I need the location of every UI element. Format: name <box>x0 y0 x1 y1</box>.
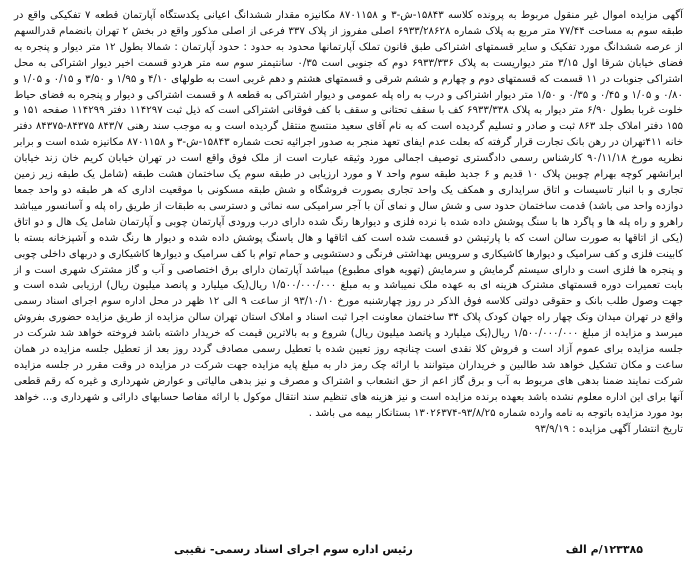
notice-reference-code: ۱۲۳۳۸۵/م الف <box>565 543 643 556</box>
notice-body: آگهی مزایده اموال غیر منقول مربوط به پرونده کلاسه ۱۵۸۴۳-ش-۳ و ۸۷۰۱۱۵۸ مکانیزه مقدار ششدانگ اعیانی یکدستگاه آپارتمان قطعه ۷ تفکیکی واقع در طبقه سوم به مساحت ۷۷/۴۴ متر مربع به پلاک شماره ۶۹۳۳/۲۸۶۲۸ اصلی مفروز از پلاک ۳۳۷ فرعی از اصلی مذکور واقع در بخش ۲ تهران بانضمام قدرالسهم از عرصه ششدانگ مورد تفکیک و سایر قسمتهای اشتراکی طبق قانون تملک آپارتمانها محدود به حدود : حدود آپارتمان : شمالا بطول ۱۲ متر دیوار و پنجره به فضای خیابان شرقا اول ۳/۱۵ متر دیواریست به پلاک ۶۹۳۳/۳۳۶ دوم که جنوبی است ۰/۳۵ سانتیمتر سوم سه متر هردو قسمت اخیر دیوار اشتراکی به محل اشتراکی جنوبات در ۱۱ قسمت که قسمتهای دوم و چهارم و ششم شرقی و قسمتهای هشتم و دهم غربی است به طولهای ۴/۱۰ و ۱/۹۵ و ۳/۵۰ و ۰/۱۵ و ۱/۰۵ و ۰/۸۰ و ۱/۰۵ و ۰/۴۵ و ۰/۳۵ و ۱/۵۰ متر دیوار اشتراکی و درب به راه پله عمومی و دیوار اشتراکی به قطعه ۸ و قسمت اشتراکی و دیوار و پنجره به فضای حیاط خلوت غربا بطول ۶/۹۰ متر دیوار به پلاک ۶۹۳۳/۳۳۸ کف با سقف تحتانی و سقف با کف فوقانی اشتراکی است که ذیل ثبت ۱۱۴۲۹۷ دفتر ۱۱۴۲۹۹ صفحه ۱۵۱ و ۱۵۵ دفتر املاک جلد ۸۶۳ ثبت و صادر و تسلیم گردیده است که به نام آقای سعید منتسج منتقل گردیده است و به موجب سند رهنی ۸۴۳/۷ ۸۴۳۷۵-۸۴۳۷۵ دفتر خانه ۴۱۱تهران در رهن بانک تجارت قرار گرفته که بعلت عدم ایفای تعهد منجر به صدور اجرائیه تحت شماره ۱۵۸۴۳-ش-۳ و ۸۷۰۱۱۵۸ مکانیزه شده است و برابر نظریه مورخ ۹۰/۱۱/۱۸ کارشناس رسمی دادگستری توصیف اجمالی مورد وثیقه عبارت است از ملک فوق واقع است در تهران خیابان کریم خان زند خیابان ایرانشهر کوچه بهرام چوبین پلاک ۱۰ قدیم و ۶ جدید طبقه سوم واحد ۷ و مورد ارزیابی در طبقه سوم یک ساختمان هشت طبقه (شامل یک طبقه زیر زمین تجاری و با انبار تاسیسات و اتاق سرایداری و همکف یک واحد تجاری بصورت فروشگاه و شش طبقه مسکونی با موقعیت اداری که هر طبقه دو واحد جمعا دوازده واحد می باشد) قدمت ساختمان حدود سی و شش سال و نمای آن با آجر سرامیکی سه نمائی و دسترسی به طبقات از طریق راه پله و آسانسور میباشد راهرو و راه پله ها و پاگرد ها با سنگ پوشش داده شده با نرده فلزی و دیوارها رنگ شده دارای درب ورودی آپارتمان چوبی و آپارتمان شامل یک هال و دو اتاق (یکی از اتاقها به صورت سالن است که با پارتیشن دو قسمت شده است کف اتاقها و هال یاسنگ پوشش داده شده و دیوار ها رنگ شده و آشپزخانه بسته با کابینت فلزی و کف سرامیک و دیوارها کاشیکاری و سرویس بهداشتی فرنگی و دستشویی و حمام توام با کف سرامیک و دیوارها کاشیکاری و دربهای داخلی چوبی و پنجره ها فلزی است و دارای سیستم گرمایش و سرمایش (تهویه هوای مطبوع) میباشد آپارتمان دارای برق اختصاصی و آب و گاز مشترک شهری است و از بابت تعمیرات دوره قسمتهای مشترک هزینه ای به عهده ملک نمیباشد و به مبلغ ۱/۵۰۰/۰۰۰/۰۰۰ ریال(یک میلیارد و پانصد میلیون ریال) ارزیابی شده است و جهت وصول طلب بانک و حقوقی دولتی کلاسه فوق الذکر در روز چهارشنبه مورخ ۹۳/۱۰/۱۰ از ساعت ۹ الی ۱۲ ظهر در محل اداره سوم اجرای اسناد رسمی واقع در تهران میدان ونک چهار راه جهان کودک پلاک ۳۴ ساختمان معاونت اجرا ثبت اسناد و املاک استان تهران سالن مزایده از طریق مزایده حضوری بفروش میرسد و مزایده از مبلغ ۱/۵۰۰/۰۰۰/۰۰۰ ریال(یک میلیارد و پانصد میلیون ریال) شروع و به بالاترین قیمت که خریدار داشته باشد فروخته خواهد شد شرکت در جلسه مزایده برای عموم آزاد است و فروش کلا نقدی است چنانچه روز تعیین شده با تعطیل رسمی مصادف گردد روز بعد از تعطیل جلسه مزایده در همان ساعت و مکان تشکیل خواهد شد طالبین و خریداران میتوانند با ارائه چک رمز دار به مبلغ پایه مزایده جهت شرکت در مزایده در وقت مقرر در جلسه مزایده شرکت نمایند ضمنا بدهی های مربوط به آب و برق گاز اعم از حق انشعاب و اشتراک و مصرف و نیز بدهی مالیاتی و عوارض شهرداری و غیره که رقم قطعی آنها برای این اداره معلوم نشده باشد بعهده برنده مزایده است و نیز هزینه های تنظیم سند انتقال موکول با ارائه مفاصا حسابهای دارائی و شهرداری و... خواهد بود مورد مزایده باتوجه به نامه وارده شماره ۹۳/۸/۲۵-۱۳۰۲۶۳۷۴ بستانکار بیمه می باشد . <box>14 10 684 419</box>
auction-notice <box>14 8 683 437</box>
notice-signer: رئیس اداره سوم اجرای اسناد رسمی- نقیبی <box>174 543 413 556</box>
publication-date: تاریخ انتشار آگهی مزایده : ۹۳/۹/۱۹ <box>534 423 683 435</box>
